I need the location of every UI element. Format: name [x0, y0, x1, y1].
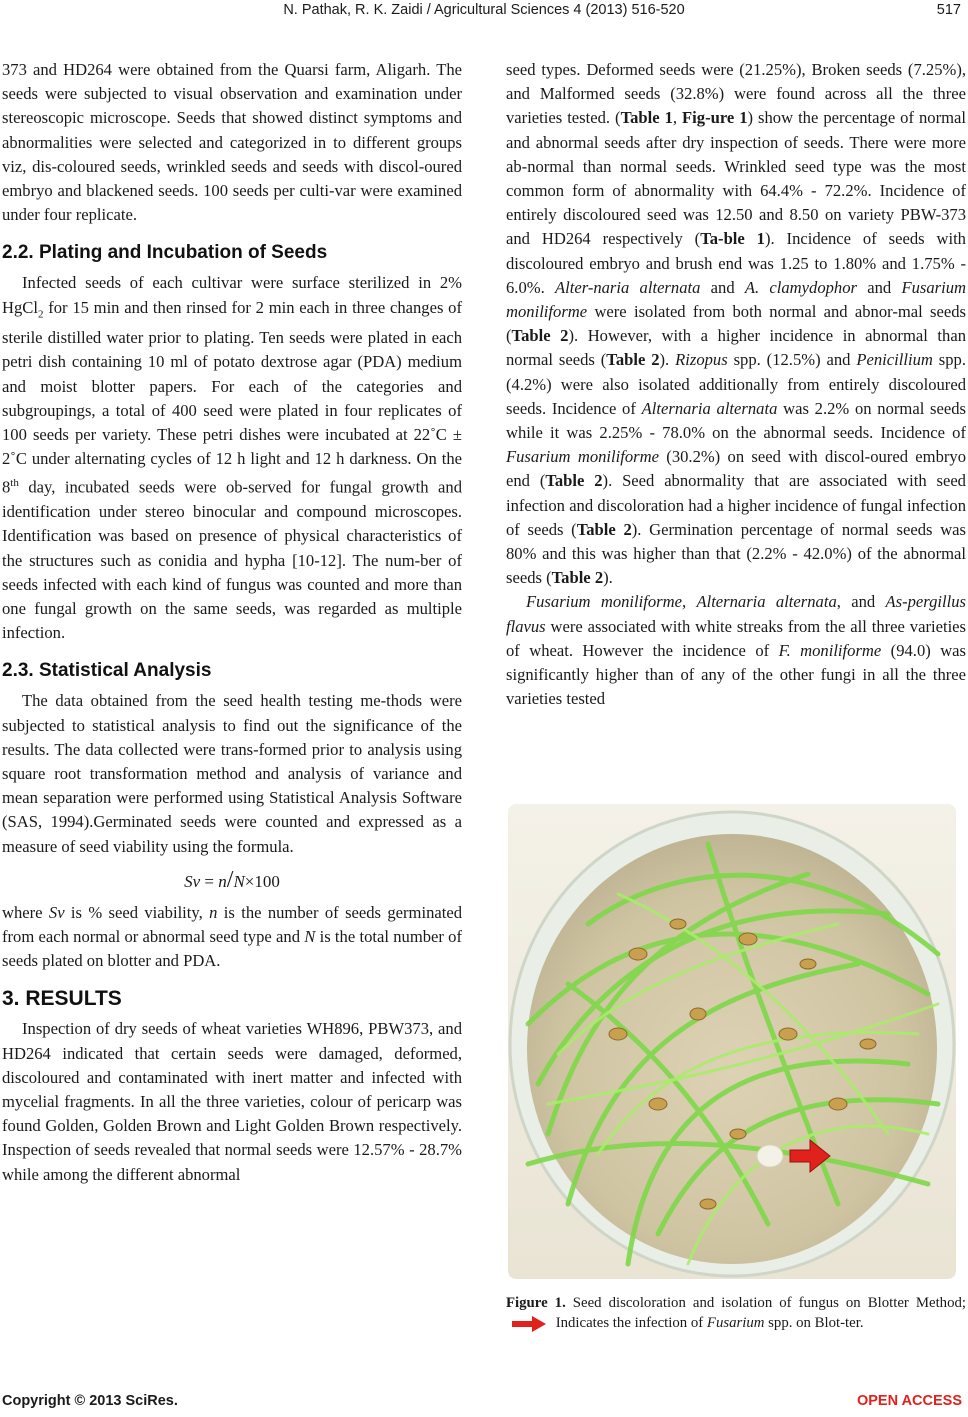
figure-1-ref[interactable]: Fig-ure 1: [682, 108, 748, 128]
right-column: [506, 58, 966, 711]
heading-results: 3. RESULTS: [2, 987, 122, 1011]
table-2-ref[interactable]: Table 2: [551, 568, 604, 588]
page-number: 517: [936, 2, 961, 18]
open-access-label: OPEN ACCESS: [856, 1393, 962, 1409]
petri-dish-photo: [508, 804, 956, 1279]
paragraph-statistics: The data obtained from the seed health testing me-thods were subjected to statistical analysis to find out the significance of the results. The data collected were trans-formed prior to analysis using square root transformation method and analysis of variance and mean separation were performed using Statistical Analysis Software (SAS, 1994).Germinated seeds were counted and expressed as a measure of seed viability using the formula.: [2, 691, 462, 856]
table-2-ref[interactable]: Table 2: [545, 471, 603, 491]
heading-statistics: 2.3. Statistical Analysis: [2, 660, 212, 682]
paragraph-plating: Infected seeds of each cultivar were surface sterilized in 2% HgCl$_2$ for 15 min and then rinsed for 2 min each in three changes of sterile distilled water prior to plating. Ten seeds were plated in each petri dish containing 10 ml of potato dextrose agar (PDA) medium and moist blotter papers. For each of the categories and subgroupings, a total of 400 seed were plated in four replicates of 100 seeds per variety. These petri dishes were incubated at 22˚C ± 2˚C under alternating cycles of 12 h light and 12 h darkness. On the 8th day, incubated seeds were ob-served for fungal growth and identification under stereo binocular and compound microscopes. Identification was based on presence of physical characteristics of the structures such as conidia and hypha [10-12]. The num-ber of seeds infected with each kind of fungus was counted and more than one fungal growth on the same seeds, was regarded as multiple infection.: [2, 273, 462, 643]
page-footer: [0, 1393, 968, 1415]
paragraph-results: Inspection of dry seeds of wheat varieties WH896, PBW373, and HD264 indicated that certain seeds were damaged, deformed, discoloured and contaminated with inert matter and infected with mycelial fragments. In all the three varieties, colour of pericarp was found Golden, Golden Brown and Light Golden Brown respectively. Inspection of seeds revealed that normal seeds were 12.57% - 28.7% while among the different abnormal: [2, 1019, 462, 1184]
table-2-ref[interactable]: Table 2: [511, 326, 569, 346]
paragraph-white-streaks: Fusarium moniliforme, Alternaria alternata, and As-pergillus flavus were associated with white streaks from the all three varieties of wheat. However the incidence of F. moniliforme (94.0) was significantly higher than of any of the other fungi in all the three varieties tested: [506, 592, 967, 709]
running-title: N. Pathak, R. K. Zaidi / Agricultural Sciences 4 (2013) 516-520: [283, 2, 685, 18]
paragraph-results-continued: seed types. Deformed seeds were (21.25%), Broken seeds (7.25%), and Malformed seeds (32.8%) were found across all the three varieties tested. (Table 1, Fig-ure 1) show the percentage of normal and abnormal seeds after dry inspection of seeds. There were more ab-normal than normal seeds. Wrinkled seed type was the most common form of abnormality with 64.4% - 72.2%. Incidence of entirely discoloured seed was 12.50 and 8.50 on variety PBW-373 and HD264 respectively (Ta-ble 1). Incidence of seeds with discoloured embryo and brush end was 1.25 to 1.80% and 1.75% - 6.0%. Alter-naria alternata and A. clamydophor and Fusarium moniliforme were isolated from both normal and abnor-mal seeds (Table 2). However, with a higher incidence in abnormal than normal seeds (Table 2). Rizopus spp. (12.5%) and Penicillium spp. (4.2%) were also isolated additionally from entirely discoloured seeds. Incidence of Alternaria alternata was 2.2% on normal seeds while it was 2.25% - 78.0% on the abnormal seeds. Incidence of Fusarium moniliforme (30.2%) on seed with discol-oured embryo end (Table 2). Seed abnormality that are associated with seed infection and discoloration had a higher incidence of fungal infection of seeds (Table 2). Germination percentage of normal seeds was 80% and this was higher than that (2.2% - 42.0%) of the abnormal seeds (Table 2).: [506, 60, 967, 588]
table-2-ref[interactable]: Table 2: [606, 350, 660, 370]
figure-caption: Figure 1. Seed discoloration and isolation of fungus on Blotter Method; Indicates the infection of Fusarium spp. on Blot-ter.: [506, 1295, 966, 1331]
table-1-ref[interactable]: Table 1: [620, 108, 673, 128]
viability-formula: Sv = n/N×100: [184, 866, 280, 893]
table-1-ref[interactable]: Ta-ble 1: [700, 229, 765, 249]
left-column: [2, 58, 462, 1187]
running-header: [0, 2, 968, 24]
heading-plating: 2.2. Plating and Incubation of Seeds: [2, 242, 328, 264]
table-2-ref[interactable]: Table 2: [576, 519, 632, 539]
paragraph-materials: 373 and HD264 were obtained from the Quarsi farm, Aligarh. The seeds were subjected to visual observation and examination under stereoscopic microscope. Seeds that showed distinct symptoms and abnormalities were selected and categorized in to different groups viz, dis-coloured seeds, wrinkled seeds and seeds with discol-oured embryo and blackened seeds. 100 seeds per culti-var were examined under four replicate.: [2, 60, 462, 225]
red-arrow-icon: [512, 1316, 546, 1332]
caption-label: Figure 1.: [506, 1295, 566, 1311]
copyright-text: Copyright © 2013 SciRes.: [2, 1393, 178, 1409]
paragraph-formula-definition: where Sv is % seed viability, n is the number of seeds germinated from each normal or abnormal seed type and N is the total number of seeds plated on blotter and PDA.: [2, 902, 463, 971]
